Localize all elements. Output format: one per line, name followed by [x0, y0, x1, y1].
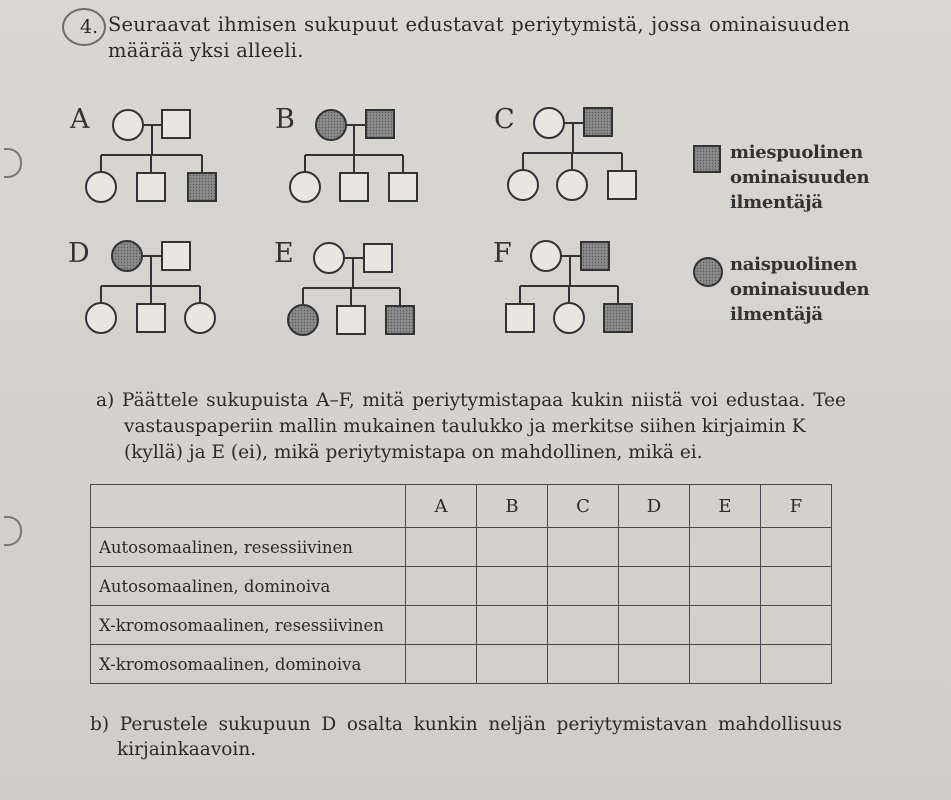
answer-cell[interactable]	[477, 645, 548, 684]
answer-cell[interactable]	[761, 567, 832, 606]
answer-cell[interactable]	[477, 567, 548, 606]
pedigree-e	[288, 243, 414, 335]
answer-cell[interactable]	[761, 528, 832, 567]
part-a-line-2: vastauspaperiin mallin mukainen taulukko ja merkitse siihen kirjaimin K	[124, 416, 806, 437]
pedigree-label-f: F	[493, 238, 512, 269]
answer-cell[interactable]	[761, 645, 832, 684]
part-b-line-2: kirjainkaavoin.	[117, 739, 257, 760]
table-row	[91, 567, 832, 606]
table-row	[91, 645, 832, 684]
question-line-2: määrää yksi alleeli.	[108, 39, 304, 62]
legend-male-line-3: ilmentäjä	[730, 192, 823, 213]
answer-cell[interactable]	[619, 528, 690, 567]
answer-cell[interactable]	[406, 567, 477, 606]
column-header: E	[690, 485, 761, 528]
answer-cell[interactable]	[619, 606, 690, 645]
question-number: 4.	[80, 16, 99, 38]
legend-female-line-2: ominaisuuden	[730, 279, 870, 300]
answer-cell[interactable]	[761, 606, 832, 645]
pedigree-label-b: B	[275, 104, 295, 135]
table-row	[91, 606, 832, 645]
answer-cell[interactable]	[477, 528, 548, 567]
legend-female-line-3: ilmentäjä	[730, 304, 823, 325]
legend-male-line-1: miespuolinen	[730, 142, 863, 163]
row-label: Autosomaalinen, resessiivinen	[91, 528, 406, 567]
pedigree-label-e: E	[274, 238, 294, 269]
pedigree-c	[508, 108, 636, 200]
column-header: B	[477, 485, 548, 528]
row-label: Autosomaalinen, dominoiva	[91, 567, 406, 606]
pedigree-f	[506, 241, 632, 333]
answer-cell[interactable]	[548, 567, 619, 606]
row-label: X-kromosomaalinen, resessiivinen	[91, 606, 406, 645]
column-header: F	[761, 485, 832, 528]
answer-cell[interactable]	[690, 567, 761, 606]
legend-male-text	[730, 140, 869, 215]
question-line-1: Seuraavat ihmisen sukupuut edustavat periytymistä, jossa ominaisuuden	[108, 13, 850, 36]
answer-cell[interactable]	[690, 645, 761, 684]
answer-cell[interactable]	[619, 567, 690, 606]
legend-male-symbol	[694, 146, 720, 172]
legend-female-line-1: naispuolinen	[730, 254, 858, 275]
pedigree-a	[86, 110, 216, 202]
table-header-row	[91, 485, 832, 528]
table-corner-cell	[91, 485, 406, 528]
answer-cell[interactable]	[548, 645, 619, 684]
part-a-line-3: (kyllä) ja E (ei), mikä periytymistapa on mahdollinen, mikä ei.	[124, 442, 703, 463]
pedigree-b	[290, 110, 417, 202]
part-a-text	[96, 388, 846, 466]
legend-female-symbol	[694, 258, 722, 286]
answer-cell[interactable]	[406, 645, 477, 684]
answer-cell[interactable]	[690, 528, 761, 567]
answer-cell[interactable]	[406, 606, 477, 645]
pedigree-label-d: D	[68, 238, 90, 269]
legend-female-text	[730, 252, 869, 327]
answer-cell[interactable]	[619, 645, 690, 684]
part-a-line-1: a) Päättele sukupuista A–F, mitä periytymistapaa kukin niistä voi edustaa. Tee	[96, 390, 846, 411]
inheritance-table	[90, 484, 832, 684]
column-header: D	[619, 485, 690, 528]
column-header: C	[548, 485, 619, 528]
pedigree-d	[86, 241, 215, 333]
part-b-text	[90, 712, 842, 762]
answer-cell[interactable]	[406, 528, 477, 567]
answer-cell[interactable]	[548, 606, 619, 645]
pedigree-label-c: C	[494, 104, 515, 135]
answer-cell[interactable]	[477, 606, 548, 645]
legend-male-line-2: ominaisuuden	[730, 167, 870, 188]
margin-mark	[4, 516, 22, 546]
column-header: A	[406, 485, 477, 528]
answer-cell[interactable]	[548, 528, 619, 567]
answer-cell[interactable]	[690, 606, 761, 645]
table-row	[91, 528, 832, 567]
part-b-line-1: b) Perustele sukupuun D osalta kunkin neljän periytymistavan mahdollisuus	[90, 714, 842, 735]
row-label: X-kromosomaalinen, dominoiva	[91, 645, 406, 684]
pedigree-label-a: A	[70, 104, 90, 135]
